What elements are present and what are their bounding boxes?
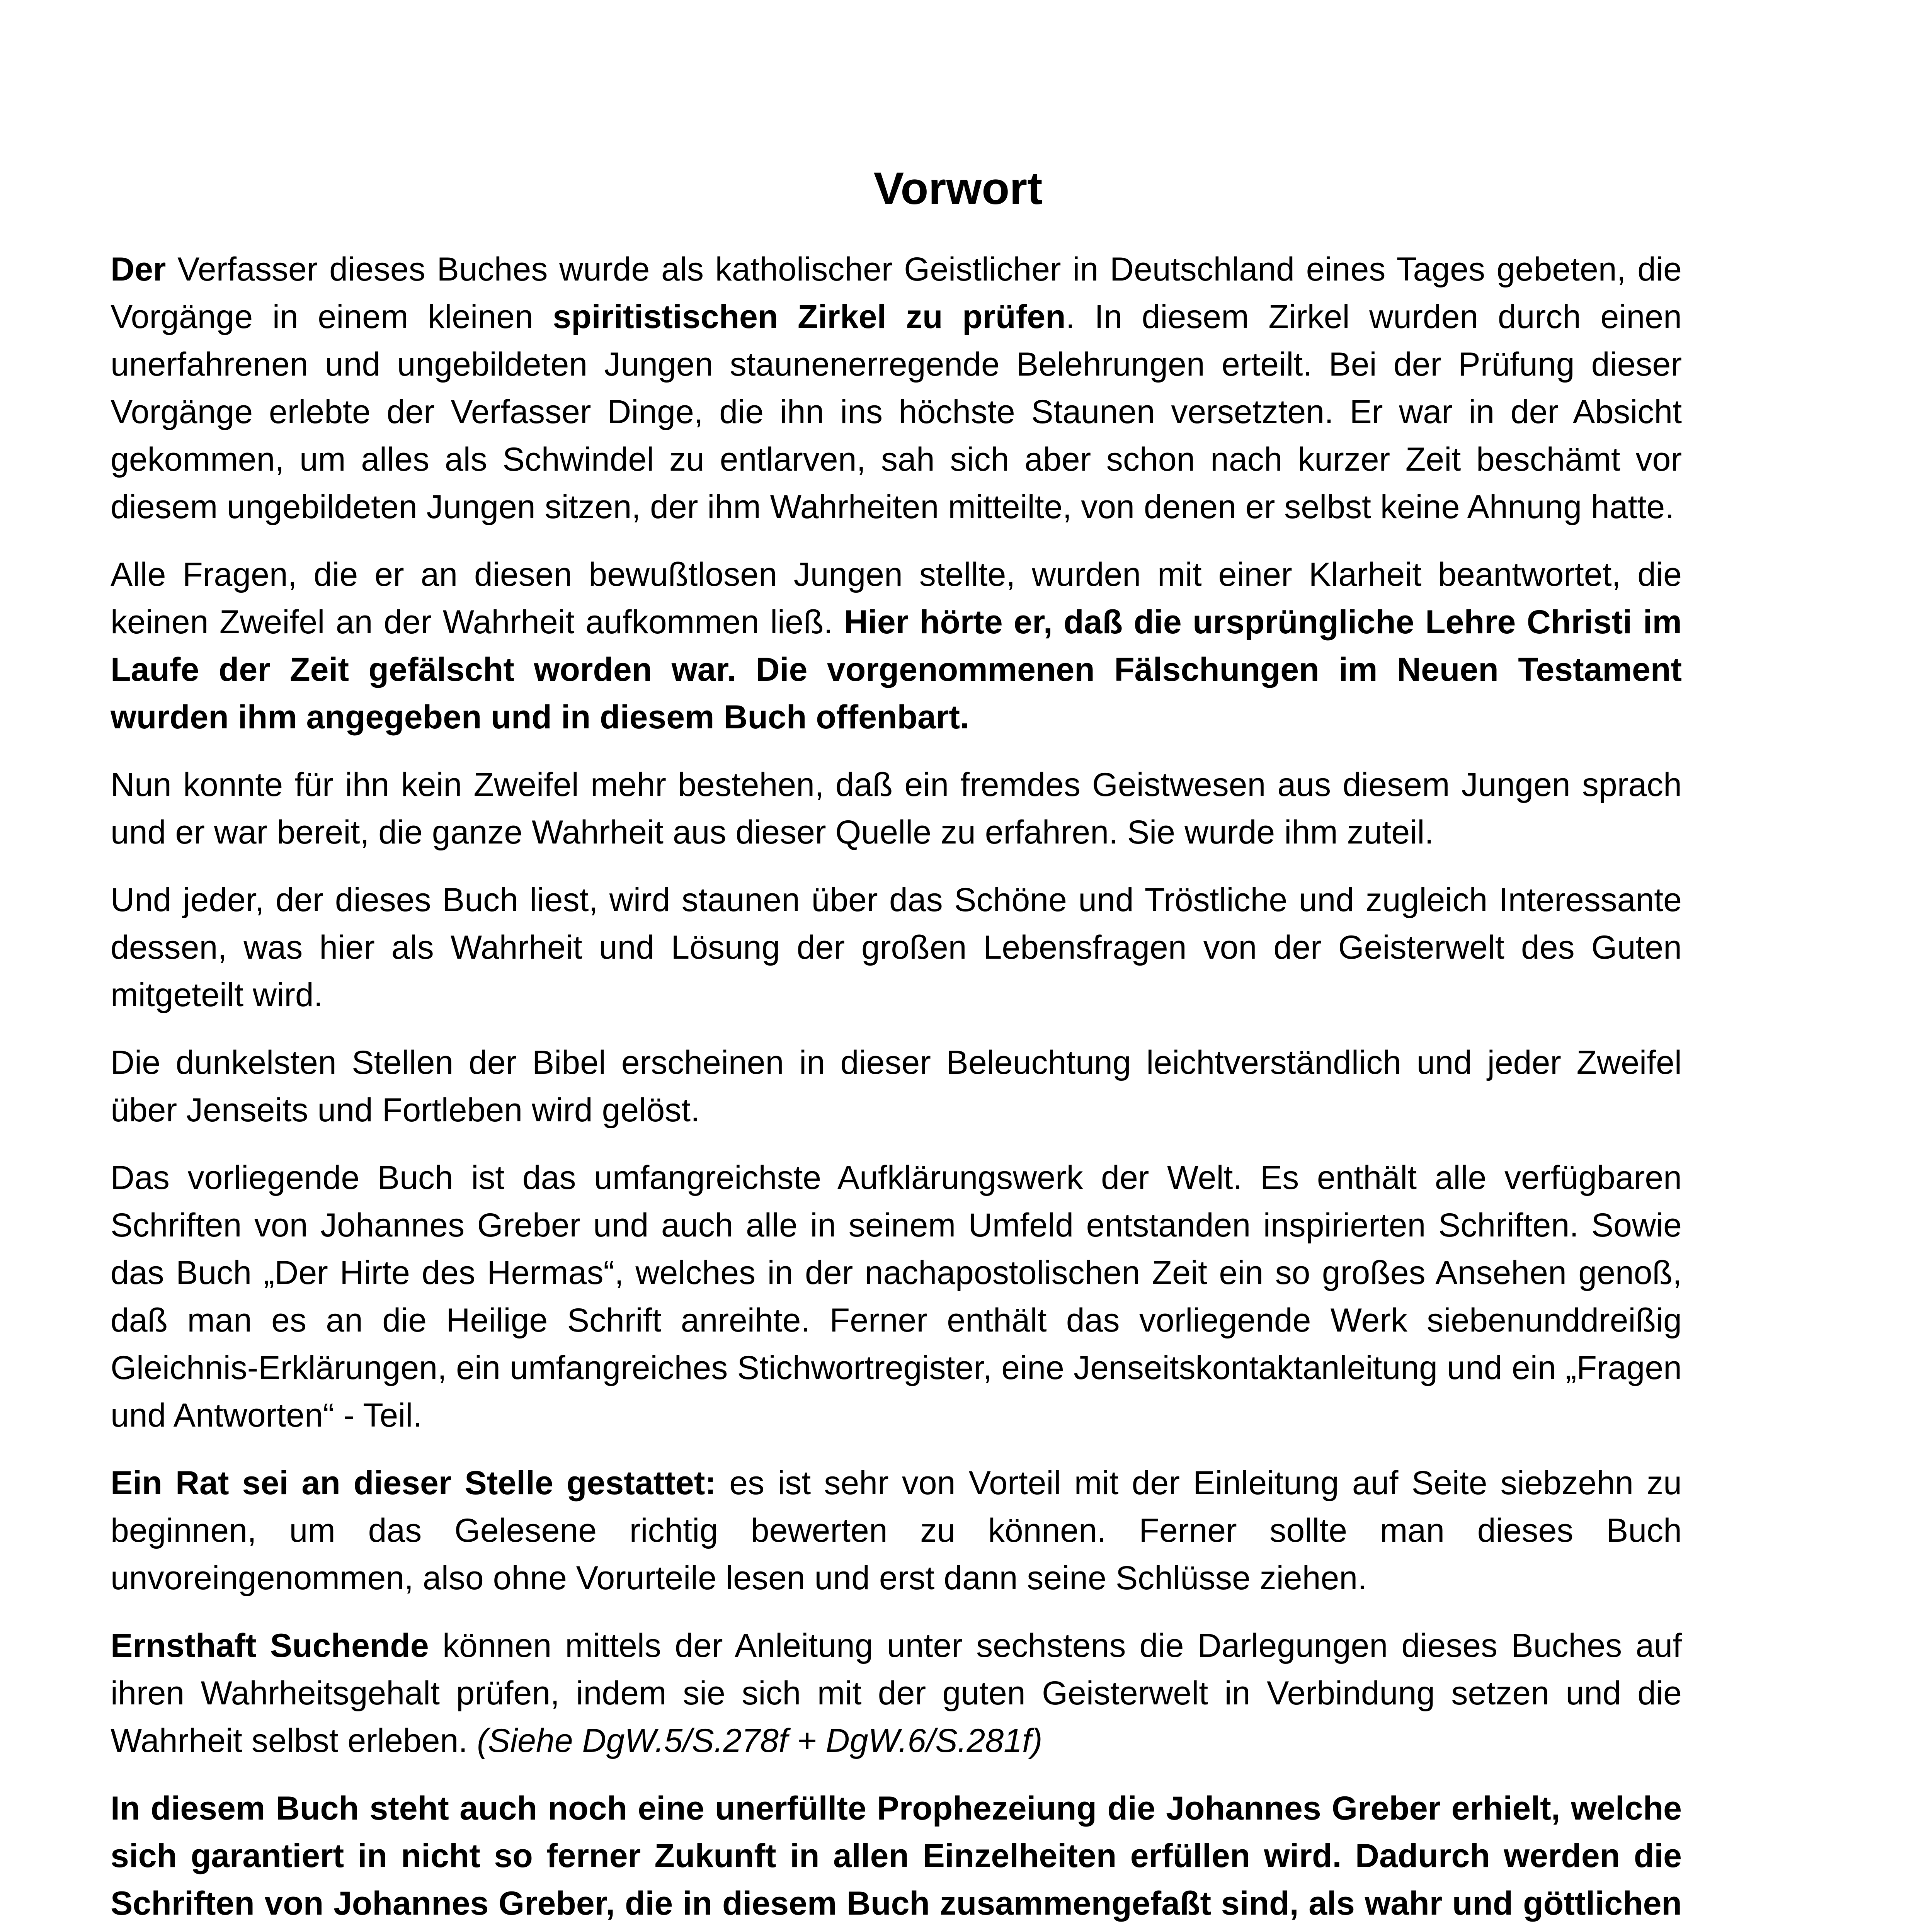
paragraph [111, 761, 1682, 856]
text-segment: können mittels der Anleitung unter sechstens die Darlegungen dieses Buches auf ihren Wahrheitsgehalt prüfen, indem sie sich mit der guten Geisterwelt in Verbindung setzen und die Wahrheit selbst erleben. [111, 1627, 1682, 1759]
text-segment-bold: Hier hörte er, daß die ursprüngliche Lehre Christi im Laufe der Zeit gefälscht worden war. Die vorgenommenen Fälschungen im Neuen Testament wurden ihm angegeben und in diesem Buch offenbart. [111, 604, 1682, 736]
paragraph [111, 1039, 1682, 1134]
text-segment-bold: Ernsthaft Suchende [111, 1627, 429, 1664]
text-segment: Und jeder, der dieses Buch liest, wird staunen über das Schöne und Tröstliche und zugleich Interessante dessen, was hier als Wahrheit und Lösung der großen Lebensfragen von der Geisterwelt des Guten mitgeteilt wird. [111, 881, 1682, 1014]
paragraph [111, 1785, 1682, 1932]
paragraph [111, 1459, 1682, 1602]
paragraph [111, 551, 1682, 741]
text-segment: Das vorliegende Buch ist das umfangreichste Aufklärungswerk der Welt. Es enthält alle verfügbaren Schriften von Johannes Greber und auch alle in seinem Umfeld entstanden inspirierten Schriften. Sowie das Buch „Der Hirte des Hermas“, welches in der nachapostolischen Zeit ein so großes Ansehen genoß, daß man es an die Heilige Schrift anreihte. Ferner enthält das vorliegende Werk siebenunddreißig Gleichnis-Erklärungen, ein umfangreiches Stichwortregister, eine Jenseitskontaktanleitung und ein „Fragen und Antworten“ - Teil. [111, 1159, 1682, 1434]
page-title: Vorwort [873, 163, 1043, 214]
reference-citation: (Siehe DgW.5/S.278f + DgW.6/S.281f) [477, 1722, 1043, 1759]
text-segment: Alle Fragen, die er an diesen bewußtlosen Jungen stellte, wurden mit einer Klarheit beantwortet, die keinen Zweifel an der Wahrheit aufkommen ließ. [111, 556, 1682, 641]
body-text [111, 246, 1682, 1932]
text-segment-bold: spiritistischen Zirkel zu prüfen [553, 298, 1066, 335]
paragraph [111, 1154, 1682, 1439]
text-segment: Die dunkelsten Stellen der Bibel erscheinen in dieser Beleuchtung leichtverständlich und jeder Zweifel über Jenseits und Fortleben wird gelöst. [111, 1044, 1682, 1129]
text-segment: . In diesem Zirkel wurden durch einen unerfahrenen und ungebildeten Jungen staunenerregende Belehrungen erteilt. Bei der Prüfung dieser Vorgänge erlebte der Verfasser Dinge, die ihn ins höchste Staunen versetzten. Er war in der Absicht gekommen, um alles als Schwindel zu entlarven, sah sich aber schon nach kurzer Zeit beschämt vor diesem ungebildeten Jungen sitzen, der ihm Wahrheiten mitteilte, von denen er selbst keine Ahnung hatte. [111, 298, 1682, 526]
text-segment-bold: Der [111, 251, 166, 288]
paragraph [111, 246, 1682, 531]
paragraph [111, 876, 1682, 1019]
text-segment: Nun konnte für ihn kein Zweifel mehr bestehen, daß ein fremdes Geistwesen aus diesem Jungen sprach und er war bereit, die ganze Wahrheit aus dieser Quelle zu erfahren. Sie wurde ihm zuteil. [111, 766, 1682, 851]
text-segment-bold: Ein Rat sei an dieser Stelle gestattet: [111, 1464, 716, 1502]
paragraph [111, 1622, 1682, 1765]
text-segment: Verfasser dieses Buches wurde als katholischer Geistlicher in Deutschland eines Tages gebeten, die Vorgänge in einem kleinen [111, 251, 1682, 335]
text-segment: es ist sehr von Vorteil mit der Einleitung auf Seite siebzehn zu beginnen, um das Gelesene richtig bewerten zu können. Ferner sollte man dieses Buch unvoreingenommen, also ohne Vorurteile lesen und erst dann seine Schlüsse ziehen. [111, 1464, 1682, 1597]
text-segment-bold: In diesem Buch steht auch noch eine unerfüllte Prophezeiung die Johannes Greber erhielt, welche sich garantiert in nicht so ferner Zukunft in allen Einzelheiten erfüllen wird. Dadurch werden die Schriften von Johannes Greber, die in diesem Buch zusammengefaßt sind, als wahr und göttlichen [111, 1790, 1682, 1922]
